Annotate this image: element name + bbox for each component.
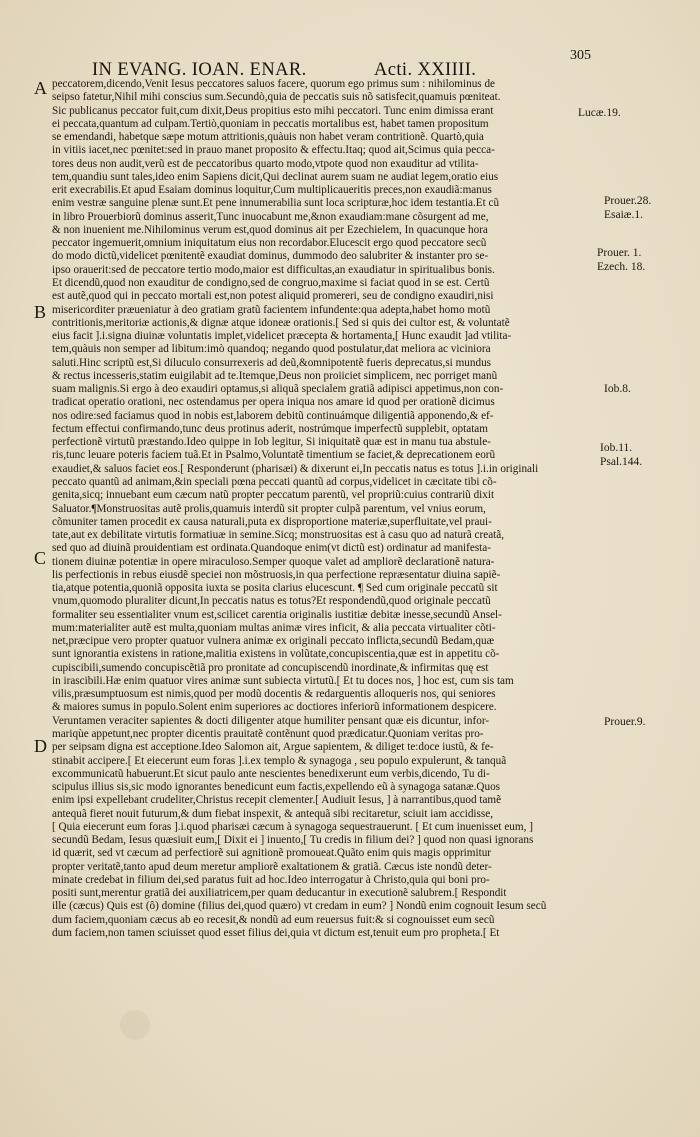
- section-letter-d: D: [34, 736, 47, 756]
- text-line: ei peccata,quantum ad culpam.Tertiò,quoniam in peccatis mortalibus est, habet tamen propositum: [52, 117, 489, 130]
- text-line: Saluator.¶Monstruositas autẽ prolis,quamuis interdũ sit propter culpã parentum, vel vnius eorum,: [52, 502, 486, 515]
- text-line: tionem diuinæ potentiæ in opere miraculoso.Semper quoque valet ad ampliorẽ declarationẽ natura-: [52, 555, 495, 568]
- text-line: excommunicatũ habuerunt.Et sicut paulo ante nescientes benedixerunt eum verbis,dicendo, Tu di-: [52, 767, 490, 780]
- text-line: & rectus incesseris,statim euigilabit ad te.Itemque,Deus non proiiciet simplicem, nec porriget manũ: [52, 369, 498, 382]
- text-line: net,præcipue vero propter quatuor vulnera animæ ex originali peccato inflicta,secundũ Bedam,quæ: [52, 635, 495, 648]
- text-line: mum:materialiter autẽ est multa,quoniam multas animæ vires inficit, & alia peccata virtualiter cõti-: [52, 621, 496, 634]
- margin-note: Esaiæ.1.: [604, 209, 643, 221]
- margin-note: Prouer. 1.: [597, 247, 642, 259]
- text-line: Et dicendũ,quod non exauditur de condigno,sed de congruo,maxime si faciat quod in se est. Certũ: [52, 276, 490, 289]
- text-line: seipso fatetur,Nihil mihi conscius sum.Secundò,quia de peccatis suis nõ satisfecit,quamuis pœniteat.: [52, 91, 501, 104]
- text-line: id quærit, sed vt cæcum ad perfectiorẽ sui agnitionẽ promoueat.Quãto enim quis magis opprimitur: [52, 847, 492, 860]
- text-line: tores deus non audit,verũ est de peccatoribus quarto modo,vtpote quod non exauditur ad vtilita-: [52, 157, 479, 170]
- text-line: vnum,quomodo pluraliter dicunt,In peccatis natus es totus?Et respondendũ,quod originale peccatũ: [52, 595, 491, 608]
- text-line: fectum effectui confirmando,tunc deus protinus aderit, nostrúmque imperfectũ supplebit, optatam: [52, 422, 488, 435]
- text-line: exaudiet,& saluos faciet eos.[ Responderunt (pharisæi) & dixerunt ei,In peccatis natus es totus ].i.in originali: [52, 462, 539, 475]
- text-line: suam malignis.Si ergo à deo exaudiri optamus,si aliquã specialem gratiã adipisci appetimus,non con-: [52, 383, 504, 396]
- text-line: enim ipsi expellebant crudeliter,Christus recepit clementer.[ Audiuit Iesus, ] à narrantibus,quod tamẽ: [52, 794, 502, 807]
- header-section: Acti. XXIIII.: [374, 60, 477, 80]
- text-line: [ Quia eiecerunt eum foras ].i.quod pharisæi cæcum à synagoga sequestrauerunt. [ Et cum inuenisset eum, ]: [52, 820, 533, 833]
- text-line: ille (cæcus) Quis est (ô) domine (filius dei,quod quæro) vt credam in eum? ] Nondũ enim cognouit Iesum secũ: [52, 900, 547, 913]
- text-line: in irascibili.Hæ enim quatuor vires animæ sunt subiecta virtutũ.[ Et tu doces nos, ] hoc est, cum sis tam: [52, 674, 514, 687]
- text-line: peccato quantũ ad animam,&in speciali pœna peccati quantũ ad corpus,videlicet in cæcitate tibi cõ-: [52, 475, 497, 488]
- margin-note: Prouer.9.: [604, 716, 646, 728]
- text-line: tate,aut ex debilitate virtutis formatiuæ in semine.Sicq; monstruositas est à casu quo ad naturã creatã,: [52, 529, 505, 542]
- text-line: misericorditer præueniatur à deo gratiam gratũ facientem infundente:qua adepta,habet homo motũ: [52, 303, 491, 316]
- text-line: saluti.Hinc scriptũ est,Si diluculo consurrexeris ad deũ,&omnipotentẽ fueris deprecatus,si mundus: [52, 356, 492, 369]
- margin-note: Psal.144.: [600, 456, 643, 468]
- text-line: dum faciem,non tamen sciuisset quod esset filius dei,quia vt dictum est,tenuit eum pro propheta.[ Et: [52, 927, 500, 939]
- header-title: IN EVANG. IOAN. ENAR.: [92, 60, 307, 80]
- section-letter-c: C: [34, 548, 47, 568]
- text-line: per seipsam digna est acceptione.Ideo Salomon ait, Argue sapientem, & diliget te:doce iustũ, & fe-: [52, 741, 494, 754]
- text-line: stinabit accipere.[ Et eiecerunt eum foras ].i.ex templo & synagoga , seu populo expulerunt, & tanquã: [52, 754, 507, 767]
- text-line: in vitiis iacet,nec pœnitet:sed in prauo manet proposito & effectu.Itaq; quod ait,Scimus quia pecca-: [52, 144, 495, 157]
- text-line: Veruntamen veraciter sapientes & docti diligenter atque humiliter pensant quæ eis dicuntur, infor-: [52, 714, 490, 727]
- text-line: peccator ingemuerit,omnium iniquitatum eius non recordabor.Elucescit ergo quod peccatore secũ: [52, 237, 487, 250]
- text-line: enim vestræ sanguine plenæ sunt.Et pene innumerabilia sunt loca scripturæ,hoc idem testantia.Et cũ: [52, 197, 500, 210]
- text-line: nos odire:sed faciamus quod in nobis est,laborem debitũ continuámque diligentiã apponendo,& ef-: [52, 409, 494, 422]
- text-line: ris,tunc leuare poteris faciem tuã.Et in Psalmo,Voluntatẽ timentium se faciet,& deprecationem eorũ: [52, 449, 496, 462]
- text-line: & non inuenient me.Nihilominus verum est,quod dominus ait per Ezechielem, In quacunque hora: [52, 223, 488, 236]
- text-line: tia,atque potentia,quoniã opposita iuxta se posita clarius elucescunt. ¶ Sed cum originale peccatũ sit: [52, 582, 498, 595]
- section-letter-b: B: [34, 302, 47, 322]
- text-line: est autẽ,quod qui in peccato mortali est,non potest aliquid promereri, seu de condigno exaudiri,nisi: [52, 290, 494, 303]
- text-line: mariqùe appetunt,nec propter dicentis prauitatẽ contẽnunt quod prædicatur.Quoniam veritas pro-: [52, 728, 484, 741]
- text-line: dum faciem,quoniam cæcus ab eo recesit,& nondũ ad eum reuersus fuit:& si cognouisset eum secũ: [52, 913, 495, 926]
- text-line: sed quo ad diuinã prouidentiam est ordinata.Quandoque enim(vt dictũ est) ordinatur ad manifesta-: [52, 542, 491, 555]
- text-line: peccatorem,dicendo,Venit Iesus peccatores saluos facere, quorum ego primus sum : nihilominus de: [52, 78, 496, 90]
- margin-note: Iob.8.: [604, 383, 631, 395]
- text-line: perfectionẽ virtutũ præstando.Ideo quippe in Iob legitur, Si iniquitatẽ quæ est in manu tua abstule-: [52, 436, 491, 449]
- text-line: sunt ignorantia existens in ratione,malitia existens in volũtate,concupiscentia,quæ est in appetitu cõ-: [52, 648, 500, 661]
- text-line: lis perfectionis in rebus eiusdẽ speciei non mõstruosis,in qua perfectione repræsentatur diuina sapiẽ-: [52, 568, 501, 581]
- section-letter-a: A: [34, 78, 47, 98]
- text-line: tem,quandiu sunt tales,ideo enim Sapiens dicit,Qui declinat aurem suam ne audiat legem,oratio eius: [52, 170, 499, 183]
- text-line: cõmuniter tamen procedit ex causa naturali,puta ex disproportione materiæ,superfluitate,vel praui-: [52, 515, 492, 528]
- text-line: se emendandi, habetque sæpe motum attritionis,quàuis non habet veram contritionẽ. Quartò,quia: [52, 131, 484, 144]
- text-line: positi sunt,merentur gratiã dei auxiliatricem,per quam deducantur in executionẽ salubrem.[ Respondit: [52, 887, 507, 900]
- text-line: do modo dictũ,videlicet pœnitentẽ exaudiat dominus, dummodo deo salubriter & instanter pro se-: [52, 250, 489, 263]
- text-line: tradicat operatio orationi, nec ostendamus per opera iniqua nos amare id quod per orationẽ dicimus: [52, 396, 495, 409]
- text-line: ipso orauerit:sed de peccatore tertio modo,maior est difficultas,an exaudiatur in spiritualibus bonis.: [52, 263, 495, 276]
- text-line: Sic publicanus peccator fuit,cum dixit,Deus propitius esto mihi peccatori. Tunc enim dimissa erant: [52, 104, 494, 117]
- paper-stain: [120, 1010, 150, 1040]
- text-line: secundũ Bedam, Iesus quæsiuit eum,[ Dixit ei ] inuento,[ Tu credis in filium dei? ] quod non quasi ignorans: [52, 834, 534, 847]
- text-line: vilis,præsumptuosum est nimis,quod per modũ docentis & redarguentis alloqueris nos, qui seniores: [52, 688, 496, 701]
- text-line: propter veritatẽ,tanto apud deum meretur ampliorẽ exaltationem & gratiã. Cæcus iste nondũ deter-: [52, 860, 492, 873]
- text-line: eius facit ].i.signa diuinæ voluntatis implet,videlicet præcepta & hortamenta,[ Hunc exaudit ]ad vtilita-: [52, 330, 512, 343]
- text-line: contritionis,meritoriæ actionis,& dignæ atque idoneæ orationis.[ Sed si quis dei cultor est, & voluntatẽ: [52, 316, 510, 329]
- text-line: cupiscibili,sumendo concupiscẽtiã pro pronitate ad concupiscendũ inordinate,& infirmitas quę est: [52, 661, 489, 674]
- page-number: 305: [570, 48, 591, 63]
- text-line: formaliter seu essentialiter vnum est,scilicet carentia originalis iustitiæ debitæ inesse,secundũ Ansel-: [52, 608, 502, 621]
- text-line: scipulus illius sis,sic modo ignorantes benedicunt eum factis,expellendo eũ à synagoga satanæ.Quos: [52, 781, 501, 794]
- margin-note: Ezech. 18.: [597, 261, 646, 273]
- margin-note: Iob.11.: [600, 442, 633, 454]
- margin-note: Prouer.28.: [604, 195, 652, 207]
- text-line: erit execrabilis.Et apud Esaiam dominus loquitur,Cum multiplicaueritis preces,non exaudiã:manus: [52, 184, 492, 197]
- text-line: antequã fieret nouit futurum,& dum fiebat inspexit, & antequã sibi recitaretur, sciuit iam accidisse,: [52, 807, 494, 820]
- text-line: & maiores sumus in populo.Solent enim superiores ac doctiores inferiorũ informationem despicere.: [52, 701, 497, 714]
- text-line: genita,sicq; innuebant eum cæcum natũ propter peccatum parentũ, vel propriũ:cuius contrariũ dixit: [52, 489, 495, 502]
- margin-note: Lucæ.19.: [578, 107, 621, 119]
- text-line: tem,quàuis non semper ad libitum:imò quandoq; negando quod postulatur,dat meliora ac viciniora: [52, 343, 491, 356]
- text-line: in libro Prouerbiorũ dominus asserit,Tunc inuocabunt me,&non exaudiam:mane cõsurgent ad me,: [52, 210, 489, 223]
- commentary-text: [52, 78, 572, 940]
- text-line: minate credebat in filium dei,sed paratus fuit ad hoc.Ideo interrogatur à Christo,quia qui boni pro-: [52, 873, 490, 886]
